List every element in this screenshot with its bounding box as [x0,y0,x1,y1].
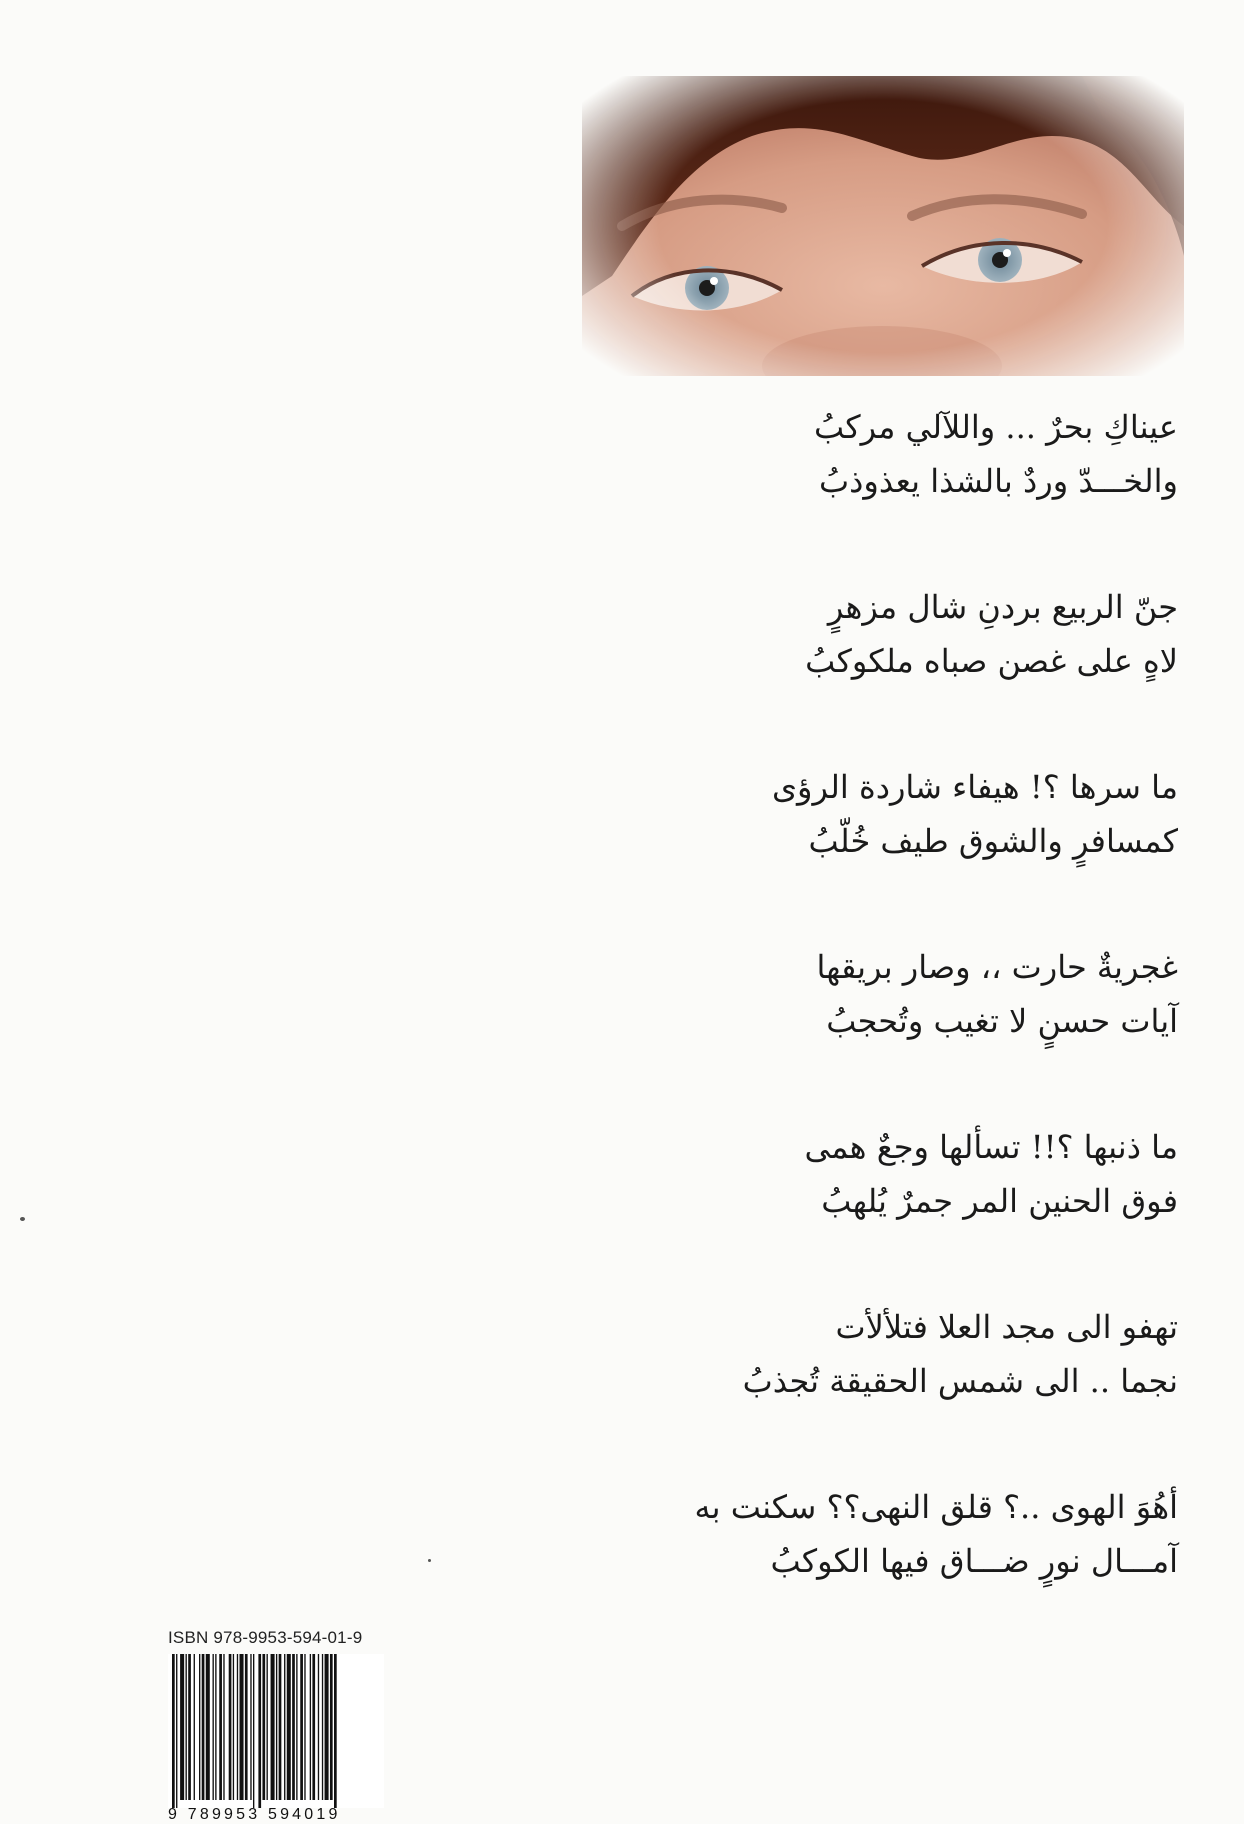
barcode-bar [312,1654,315,1800]
barcode-bar [199,1654,200,1800]
barcode-bar [250,1654,251,1800]
barcode-bar [253,1654,254,1808]
poem-stanza [618,760,1178,868]
barcode-bar [233,1654,234,1800]
barcode-bar [213,1654,214,1800]
barcode-bar [194,1654,195,1800]
poem-line: عيناكِ بحرٌ ... واللآلي مركبُ [813,408,1178,446]
poem-line: آيات حسنٍ لا تغيب وتُحجبُ [826,1002,1178,1040]
poem-stanza [618,940,1178,1048]
poem-line: والخـــدّ وردٌ بالشذا يعذوذبُ [819,462,1178,500]
poem-line: كمسافرٍ والشوق طيف خُلّبُ [808,822,1178,860]
barcode-bar [229,1654,232,1800]
isbn-block [168,1628,384,1824]
barcode-bar [245,1654,248,1800]
barcode-bar [180,1654,184,1800]
barcode-bar [186,1654,187,1800]
poem-line: ما سرها ؟! هيفاء شاردة الرؤى [771,768,1178,806]
barcode-bar [284,1654,285,1800]
barcode-bar [240,1654,244,1800]
barcode-bar [206,1654,210,1800]
print-speck [20,1217,25,1221]
barcode-bar [202,1654,205,1800]
barcode-bar [322,1654,323,1800]
poem-line: فوق الحنين المر جمرٌ يُلهبُ [821,1182,1178,1220]
barcode-bar [334,1654,337,1808]
barcode-bar [215,1654,216,1800]
barcode-bar [237,1654,238,1800]
barcode-digits: 9 789953 594019 [168,1806,341,1823]
poem-line: آمـــال نورٍ ضـــاق فيها الكوكبُ [770,1542,1178,1580]
poem-line: تهفو الى مجد العلا فتلألأت [835,1308,1178,1346]
poem-line: نجما .. الى شمس الحقيقة تُجذبُ [742,1362,1178,1400]
barcode-bar [271,1654,275,1800]
barcode-bar [287,1654,291,1800]
barcode-bar [325,1654,329,1800]
poem-line: ما ذنبها ؟!! تسألها وجعٌ همى [804,1128,1178,1166]
barcode-bar [296,1654,297,1800]
poem-line: لاهٍ على غصن صباه ملكوكبُ [805,642,1178,680]
barcode-bar [172,1654,175,1808]
barcode-bar [310,1654,311,1800]
poem-stanza [618,400,1178,508]
barcode-bar [276,1654,277,1800]
poem [618,400,1178,1660]
barcode-bar [258,1654,261,1808]
barcode-bar [318,1654,319,1800]
barcode-bar [304,1654,305,1800]
poem-stanza [618,1120,1178,1228]
isbn-label: ISBN 978-9953-594-01-9 [168,1628,363,1647]
barcode-icon [168,1654,384,1808]
barcode-bar [279,1654,282,1800]
face-eyes-photo-image [582,76,1184,376]
barcode-bar [223,1654,224,1800]
barcode-bar [219,1654,222,1800]
barcode-bar [330,1654,333,1800]
poem-stanza [618,1480,1178,1588]
poem-stanza [618,580,1178,688]
barcode-bar [176,1654,177,1808]
barcode-bar [188,1654,191,1800]
poem-line: أهُوَ الهوى ..؟ قلق النهى؟؟ سكنت به [694,1488,1178,1526]
poem-line: جنّ الربيع بردنِ شال مزهرٍ [827,588,1178,626]
poem-line: غجريةٌ حارت ،، وصار بريقها [816,948,1178,986]
author-eyes-photo [582,76,1184,376]
barcode-bar [267,1654,268,1800]
barcode-bar [300,1654,303,1800]
print-speck [428,1559,431,1562]
poem-stanza [618,1300,1178,1408]
barcode-bar [262,1654,265,1800]
barcode-bar [292,1654,295,1800]
